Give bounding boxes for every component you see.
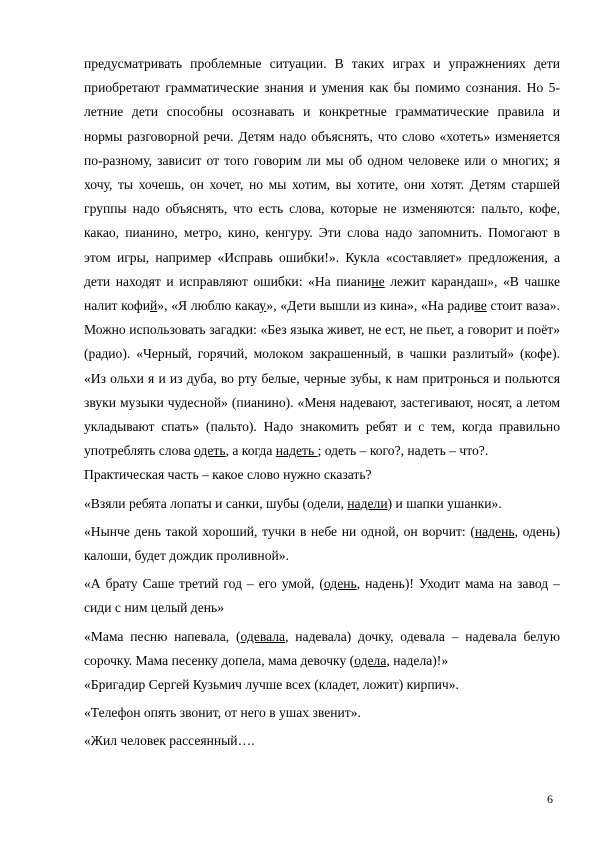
exercise-text: ) и шапки ушанки». [387,495,502,511]
answer-word: одела [354,652,387,668]
answer-word: надели [347,495,388,511]
underlined-word: одеть [194,443,226,459]
exercise-1 [84,492,560,516]
practical-heading: Практическая часть – какое слово нужно сказать? [84,467,372,483]
paragraph-text: ; одеть – кого?, надеть – что?. [317,443,489,459]
exercise-2 [84,520,560,568]
document-page [84,52,560,754]
main-paragraph [84,52,560,463]
exercise-4 [84,625,560,673]
page-number: 6 [547,792,553,806]
paragraph-text: стоит ваза». Можно использовать загадки: «Без языка живет, не ест, не пьет, а говорит и поёт» (радио). «Черный, горячий, молоком закрашенный, в чашки разлитый» (кофе). «Из ольхи я и из дуба, во рту белые, черные зубы, к нам притронься и польются звуки музыки чудесной» (пианино). «Меня надевают, застегивают, носят, а летом укладывают спать» (пальто). Надо знакомить ребят и с тем, когда правильно употреблять слова [84,298,560,459]
answer-word: одевала [240,628,286,644]
paragraph-text: », «Дети вышли из кина», «На ради [266,298,475,314]
exercise-text: , надела)!» [386,652,449,668]
underlined-ending: у [259,298,267,314]
exercise-3 [84,572,560,620]
paragraph-text: », «Я люблю кака [157,298,260,314]
paragraph-text: предусматривать проблемные ситуации. В таких играх и упражнениях дети приобретают грамматические знания и умения как бы помимо сознания. Но 5-летние дети способны осознавать и конкретные грамматические правила и нормы разговорной речи. Детям надо объяснять, что слово «хотеть» изменяется по-разному, зависит от того говорим ли мы об одном человеке или о многих; я хочу, ты хочешь, он хочет, но мы хотим, вы хотите, они хотят. Детям старшей группы надо объяснять, что есть слова, которые не изменяются: пальто, кофе, какао, пианино, метро, кино, кенгуру. Эти слова надо запомнить. Помогают в этом игры, например «Исправь ошибки!». Кукла «составляет» предложения, а дети находят и исправляют ошибки: «На пиани [84,56,560,289]
exercise-7: «Жил человек рассеянный…. [84,733,255,749]
exercise-text: «Мама песню напевала, ( [84,628,241,644]
exercise-text: «Нынче день такой хороший, тучки в небе ни одной, он ворчит: ( [84,523,475,539]
exercise-text: «А брату Саше третий год – его умой, ( [84,576,324,592]
exercise-6: «Телефон опять звонит, от него в ушах звенит». [84,705,361,721]
paragraph-text: , а когда [225,443,276,459]
exercise-text: , одень) калоши, будет дождик проливной». [84,523,560,564]
exercise-text: , надень)! Уходит мама на завод – сиди с ним целый день» [84,576,560,616]
exercise-text: , надевала) дочку, одевала – надевала белую сорочку. Мама песенку допела, мама девочку ( [84,628,560,668]
exercise-text: «Взяли ребята лопаты и санки, шубы (одели, [84,495,348,511]
underlined-ending: ве [474,298,487,314]
underlined-ending: й [149,298,158,314]
paragraph-text: лежит карандаш», «В чашке налит кофи [84,273,561,314]
exercise-5: «Бригадир Сергей Кузьмич лучше всех (кладет, ложит) кирпич». [84,677,459,693]
underlined-word: надеть [275,443,318,459]
answer-word: надень [474,523,515,539]
answer-word: одень [323,576,357,592]
underlined-ending: не [371,273,385,289]
